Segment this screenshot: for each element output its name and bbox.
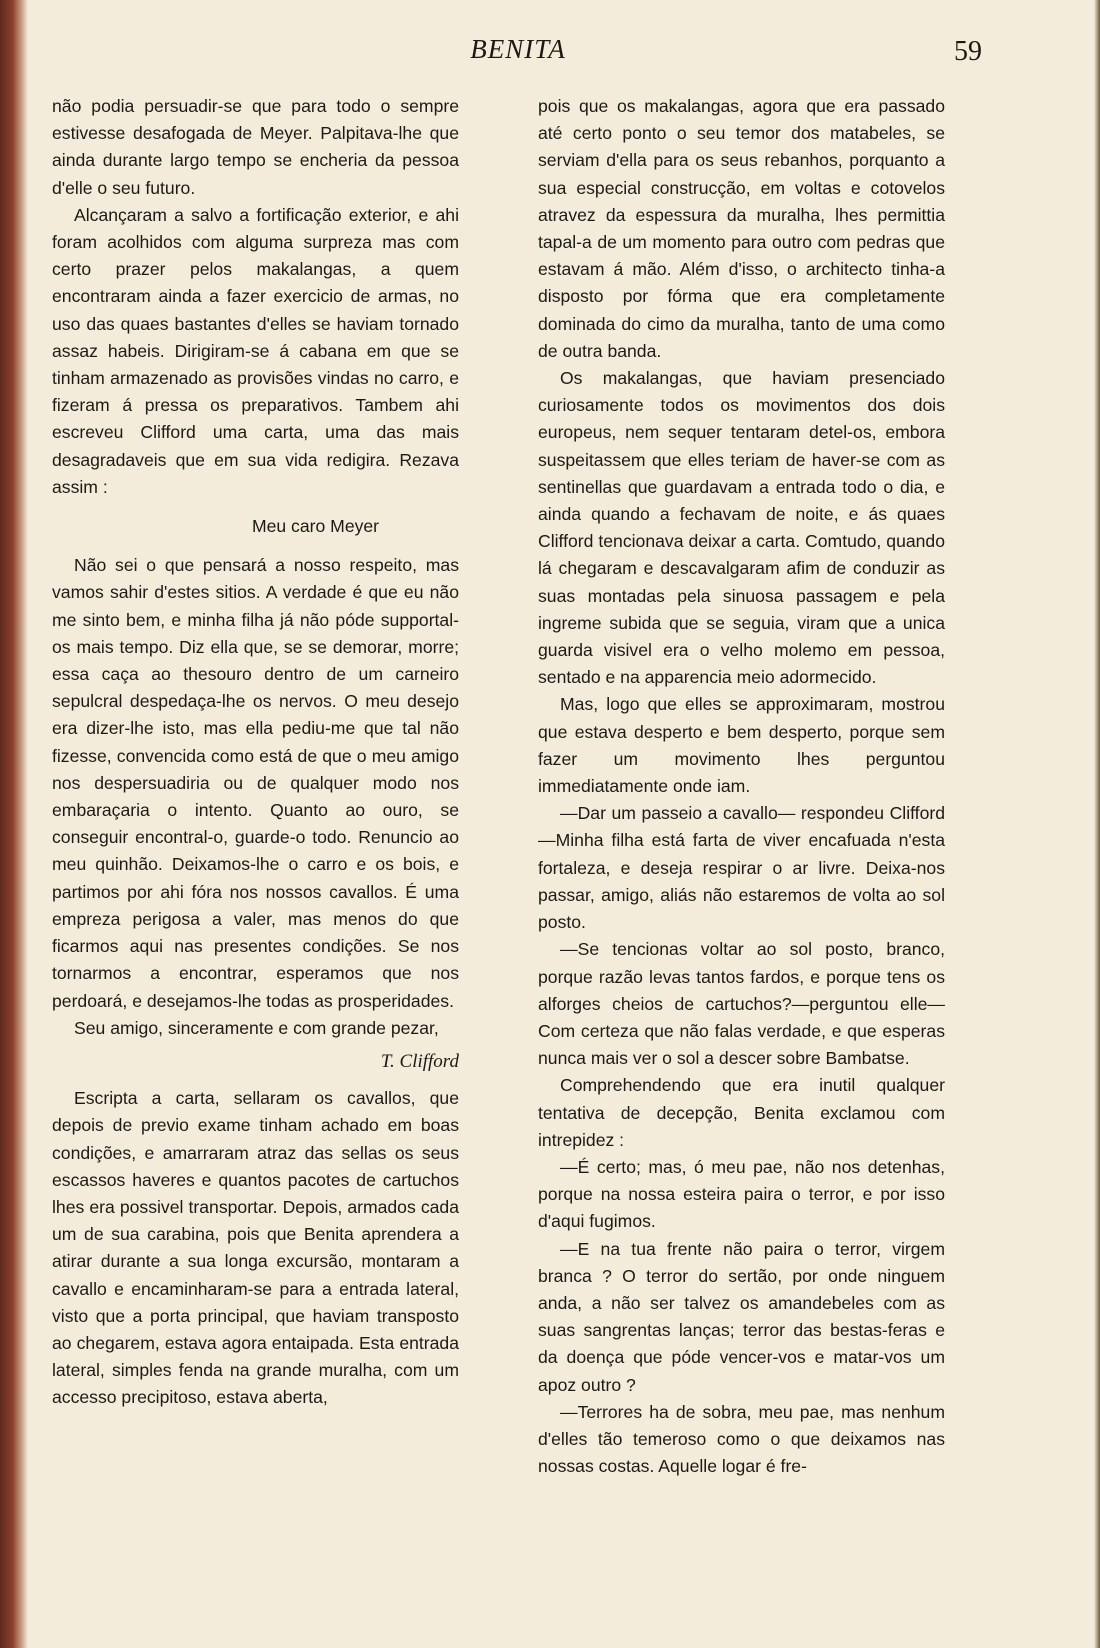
dialogue-paragraph: —Se tencionas voltar ao sol posto, branco, porque razão levas tantos fardos, e porque tens os alforges cheios de cartuchos?—perguntou elle—Com certeza que não falas verdade, e que esperas nunca mais ver o sol a descer sobre Bambatse.: [538, 939, 945, 1069]
paragraph: não podia persuadir-se que para todo o sempre estivesse desafogada de Meyer. Palpitava-lhe que ainda durante largo tempo se encheria da pessoa d'elle o seu futuro.: [52, 96, 459, 198]
letter-signature: T. Clifford: [380, 1050, 459, 1072]
right-column: [538, 93, 945, 1480]
dialogue-paragraph: —Dar um passeio a cavallo— respondeu Clifford—Minha filha está farta de viver encafuada n'esta fortaleza, e deseja respirar o ar livre. Deixa-nos passar, amigo, aliás não estaremos de volta ao sol posto.: [538, 803, 945, 933]
letter-body: Não sei o que pensará a nosso respeito, mas vamos sahir d'estes sitios. A verdade é que eu não me sinto bem, e minha filha já não póde supportal-os mais tempo. Diz ella que, se se demorar, morre; essa caça ao thesouro dentro de um carneiro sepulcral despedaça-lhe os nervos. O meu desejo era dizer-lhe isto, mas ella pediu-me que tal não fizesse, convencida como está de que o meu amigo nos despersuadiria ou de qualquer modo nos embaraçaria o intento. Quanto ao ouro, se conseguir encontral-o, guarde-o todo. Renuncio ao meu quinhão. Deixamos-lhe o carro e os bois, e partimos por ahi fóra nos nossos cavallos. É uma empreza perigosa a valer, mas menos do que ficarmos aqui nas presentes condições. Se nos tornarmos a encontrar, esperamos que nos perdoará, e desejamos-lhe todas as prosperidades.: [52, 555, 459, 1011]
page-number: 59: [954, 36, 982, 67]
page-edge-right: [1094, 0, 1100, 1648]
paragraph: Mas, logo que elles se approximaram, mostrou que estava desperto e bem desperto, porque sem fazer um movimento lhes perguntou immediatamente onde iam.: [538, 694, 945, 797]
paragraph: Comprehendendo que era inutil qualquer tentativa de decepção, Benita exclamou com intrepidez :: [538, 1075, 945, 1150]
paragraph: Escripta a carta, sellaram os cavallos, que depois de previo exame tinham achado em boas condições, e amarraram atraz das sellas os seus escassos haveres e quantos pacotes de cartuchos lhes era possivel transportar. Depois, armados cada um de sua carabina, pois que Benita aprendera a atirar durante a sua longa excursão, montaram a cavallo e encaminharam-se para a entrada lateral, visto que a porta principal, que haviam transposto ao chegarem, estava agora entaipada. Esta entrada lateral, simples fenda na grande muralha, com um accesso precipitoso, estava aberta,: [52, 1088, 459, 1408]
left-column: [52, 93, 459, 1412]
paragraph: Alcançaram a salvo a fortificação exterior, e ahi foram acolhidos com alguma surpreza mas com certo prazer pelos makalangas, a quem encontraram ainda a fazer exercicio de armas, no uso das quaes bastantes d'elles se haviam tornado assaz habeis. Dirigiram-se á cabana em que se tinham armazenado as provisões vindas no carro, e fizeram á pressa os preparativos. Tambem ahi escreveu Clifford uma carta, uma das mais desagradaveis que em sua vida redigira. Rezava assim :: [52, 204, 459, 497]
running-head: BENITA: [470, 34, 566, 64]
letter-salutation: Meu caro Meyer: [251, 516, 380, 537]
dialogue-paragraph: —E na tua frente não paira o terror, virgem branca ? O terror do sertão, por onde ninguem anda, a não ser talvez os amandebeles com as suas sangrentas lanças; terror das bestas-feras e da doença que póde vencer-vos e matar-vos um apoz outro ?: [538, 1238, 945, 1395]
paragraph: Os makalangas, que haviam presenciado curiosamente todos os movimentos dos dois europeus, nem sequer tentaram detel-os, embora suspeitassem que elles teriam de haver-se com as sentinellas que guardavam a entrada todo o dia, e ainda quando a fechavam de noite, e ás quaes Clifford tencionava deixar a carta. Comtudo, quando lá chegaram e descavalgaram afim de conduzir as suas montadas pela sinuosa passagem e pela ingreme subida que se seguia, viram que a unica guarda visivel era o velho molemo em pessoa, sentado e na apparencia meio adormecido.: [538, 368, 945, 688]
paragraph: pois que os makalangas, agora que era passado até certo ponto o seu temor dos matabeles, se serviam d'ella para os seus rebanhos, porquanto a sua especial construcção, em voltas e cotovelos atravez da espessura da muralha, lhes permittia tapal-a de um momento para outro com pedras que estavam á mão. Além d'isso, o architecto tinha-a disposto por fórma que era completamente dominada do cimo da muralha, tanto de uma como de outra banda.: [538, 96, 945, 361]
page-edge-left: [0, 0, 28, 1648]
dialogue-paragraph: —É certo; mas, ó meu pae, não nos detenhas, porque na nossa esteira paira o terror, e por isso d'aqui fugimos.: [538, 1156, 945, 1232]
dialogue-paragraph: —Terrores ha de sobra, meu pae, mas nenhum d'elles tão temeroso como o que deixamos nas nossas costas. Aquelle logar é fre-: [538, 1401, 945, 1477]
letter-closing: Seu amigo, sinceramente e com grande pezar,: [74, 1017, 439, 1038]
